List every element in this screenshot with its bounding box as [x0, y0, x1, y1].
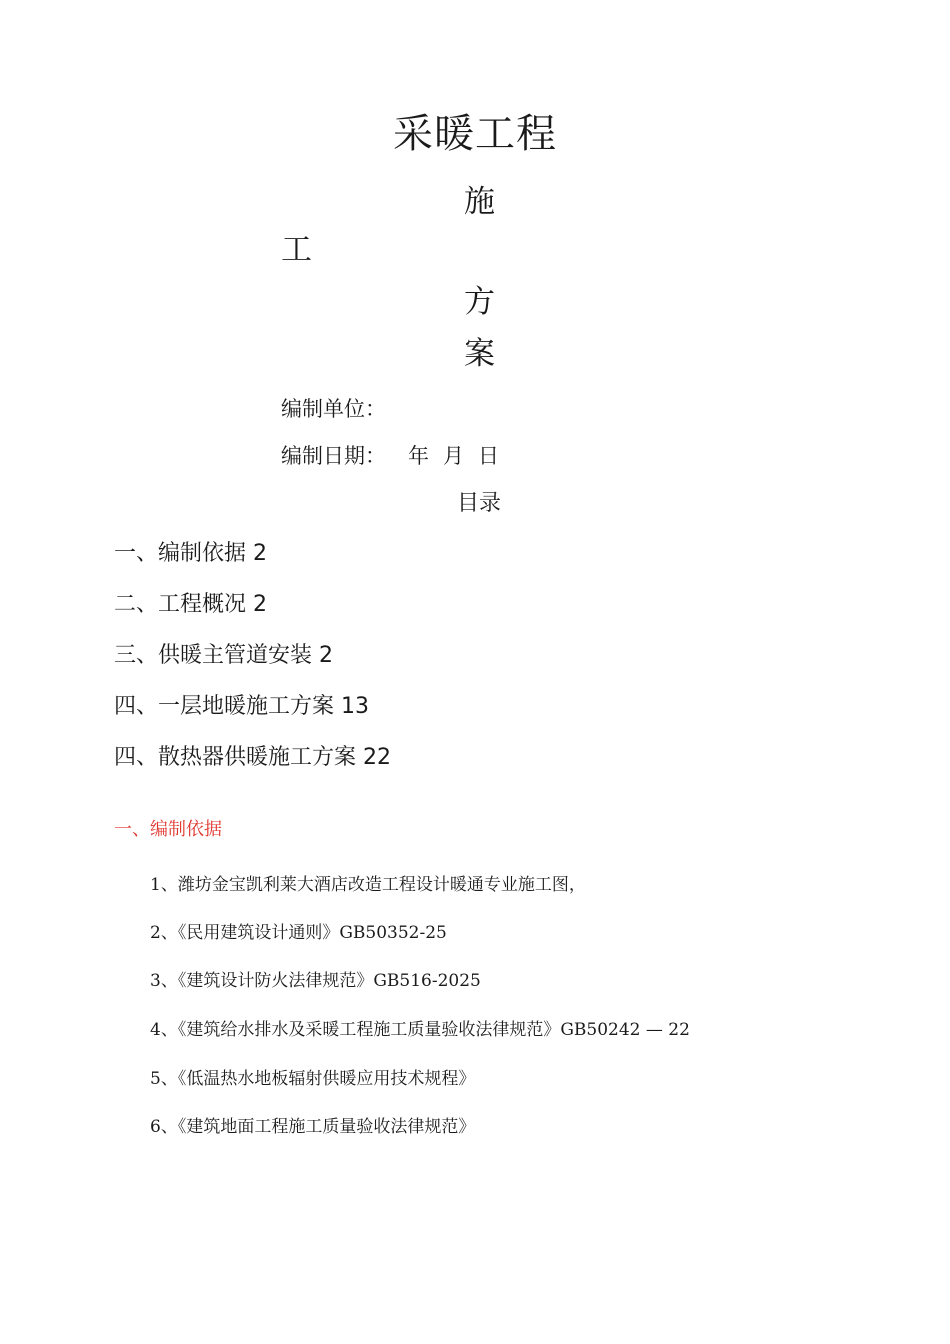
basis-item: 5、《低温热水地板辐射供暖应用技术规程》	[150, 1069, 476, 1089]
toc-item: 四、散热器供暖施工方案 22	[114, 745, 391, 770]
basis-item: 2、《民用建筑设计通则》GB50352-25	[150, 923, 447, 943]
toc-item: 二、工程概况 2	[114, 592, 267, 617]
compiling-date-line	[281, 441, 499, 471]
date-year: 年	[408, 444, 429, 468]
compiling-unit-label: 编制单位：	[281, 397, 386, 421]
vertical-title-char-4: 案	[464, 336, 495, 372]
basis-item: 4、《建筑给水排水及采暖工程施工质量验收法律规范》GB50242 — 22	[150, 1020, 690, 1040]
toc-heading: 目录	[456, 491, 501, 516]
compiling-date-label: 编制日期：	[281, 444, 386, 468]
compiling-unit-line	[281, 394, 386, 424]
vertical-title-char-3: 方	[464, 284, 495, 320]
date-day: 日	[478, 444, 499, 468]
vertical-title-char-2: 工	[281, 232, 312, 268]
basis-item: 6、《建筑地面工程施工质量验收法律规范》	[150, 1117, 476, 1137]
section-heading-basis: 一、编制依据	[114, 819, 222, 840]
basis-item: 3、《建筑设计防火法律规范》GB516-2025	[150, 971, 481, 991]
toc-item: 一、编制依据 2	[114, 541, 267, 566]
toc-item: 四、一层地暖施工方案 13	[114, 694, 369, 719]
basis-item: 1、潍坊金宝凯利莱大酒店改造工程设计暖通专业施工图，	[150, 875, 586, 895]
document-title: 采暖工程	[393, 111, 557, 157]
date-month: 月	[443, 444, 464, 468]
toc-item: 三、供暖主管道安装 2	[114, 643, 333, 668]
vertical-title-char-1: 施	[464, 184, 495, 220]
